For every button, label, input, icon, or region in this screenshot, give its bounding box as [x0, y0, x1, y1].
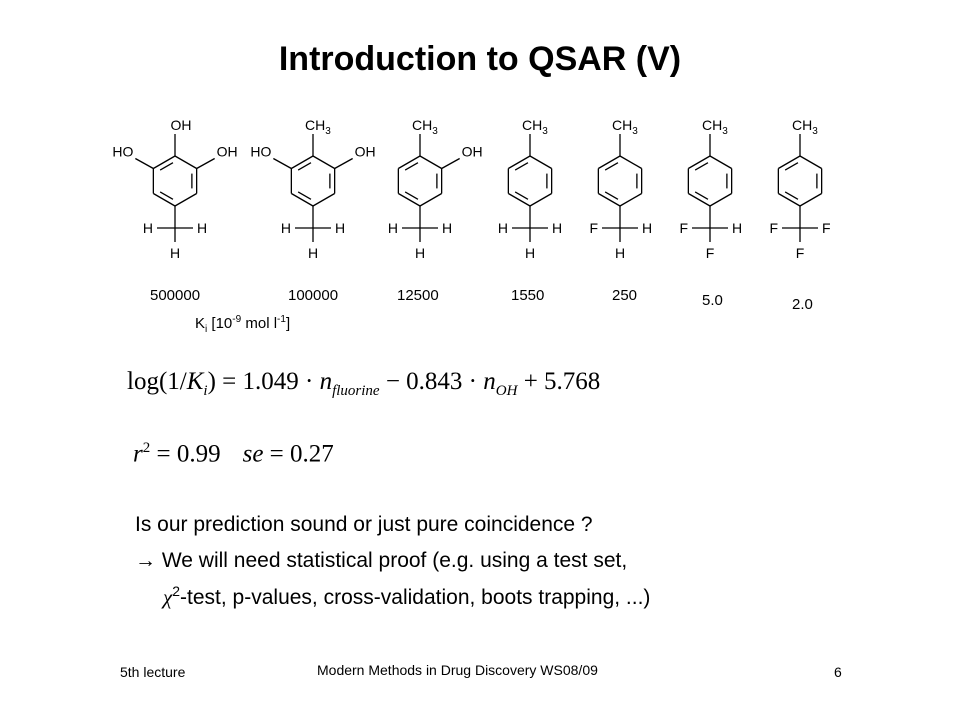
carbon-left-substituent: H — [497, 220, 508, 236]
ki-value-5: 250 — [612, 287, 638, 304]
carbon-right-substituent: H — [442, 220, 453, 236]
ring-top-substituent: $CH_3$ — [702, 117, 728, 137]
answer-line-2: $\chi^2$-test, p-values, cross-validation, boots trapping, ...) — [163, 583, 651, 609]
carbon-bottom-substituent: F — [795, 245, 805, 261]
carbon-left-substituent: H — [280, 220, 291, 236]
slide-title: Introduction to QSAR (V) — [278, 40, 682, 78]
ki-value-4: 1550 — [511, 287, 545, 304]
ring-right-substituent: OH — [461, 143, 483, 160]
ki-value-1: 500000 — [150, 287, 201, 304]
qsar-equation: $\log(1/K_i) = 1.049 \cdot n_{fluorine} - 0.843 \cdot n_{OH} + 5.768$ — [127, 368, 601, 399]
molecule-5 — [589, 117, 652, 261]
ki-unit-label: $K_i$ [$10^{-9}$ mol $l^{-1}$] — [195, 314, 291, 335]
molecule-7 — [769, 117, 830, 261]
carbon-bottom-substituent: H — [307, 245, 319, 261]
footer-course: Modern Methods in Drug Discovery WS08/09 — [317, 662, 598, 678]
molecule-structures — [0, 0, 960, 300]
molecule-3 — [388, 117, 483, 261]
carbon-right-substituent: F — [822, 220, 831, 236]
carbon-right-substituent: H — [335, 220, 346, 236]
ki-value-6: 5.0 — [702, 292, 723, 309]
ring-top-substituent: OH — [170, 117, 192, 133]
carbon-bottom-substituent: H — [169, 245, 181, 261]
carbon-right-substituent: H — [552, 220, 563, 236]
molecule-6 — [679, 117, 742, 261]
carbon-left-substituent: F — [679, 220, 688, 236]
ki-value-2: 100000 — [288, 287, 339, 304]
ki-value-7: 2.0 — [792, 296, 813, 313]
arrow-icon: → — [135, 549, 156, 572]
answer-line-1: → We will need statistical proof (e.g. using a test set, — [135, 549, 628, 572]
carbon-left-substituent: H — [142, 220, 153, 236]
carbon-bottom-substituent: H — [524, 245, 536, 261]
footer-lecture: 5th lecture — [120, 664, 186, 680]
ring-top-substituent: $CH_3$ — [792, 117, 818, 137]
ring-left-substituent: HO — [250, 143, 272, 160]
carbon-right-substituent: H — [732, 220, 743, 236]
ring-top-substituent: $CH_3$ — [612, 117, 638, 137]
question-text: Is our prediction sound or just pure coincidence ? — [135, 513, 593, 536]
molecule-1 — [112, 117, 237, 261]
molecule-4 — [498, 117, 562, 261]
carbon-left-substituent: H — [387, 220, 398, 236]
molecule-2 — [250, 117, 375, 261]
carbon-left-substituent: F — [769, 220, 778, 236]
ring-top-substituent: $CH_3$ — [522, 117, 548, 137]
carbon-bottom-substituent: F — [705, 245, 715, 261]
carbon-right-substituent: H — [642, 220, 653, 236]
ring-left-substituent: HO — [112, 143, 134, 160]
carbon-bottom-substituent: H — [414, 245, 426, 261]
carbon-bottom-substituent: H — [614, 245, 626, 261]
ring-right-substituent: OH — [216, 143, 238, 160]
ring-top-substituent: $CH_3$ — [412, 117, 438, 137]
ring-top-substituent: $CH_3$ — [305, 117, 331, 137]
page-number: 6 — [834, 664, 842, 680]
carbon-left-substituent: F — [589, 220, 598, 236]
ring-right-substituent: OH — [354, 143, 376, 160]
carbon-right-substituent: H — [197, 220, 208, 236]
statistics-equation: $r^2 = 0.99$ se = 0.27 — [133, 440, 334, 468]
ki-value-3: 12500 — [397, 287, 439, 304]
